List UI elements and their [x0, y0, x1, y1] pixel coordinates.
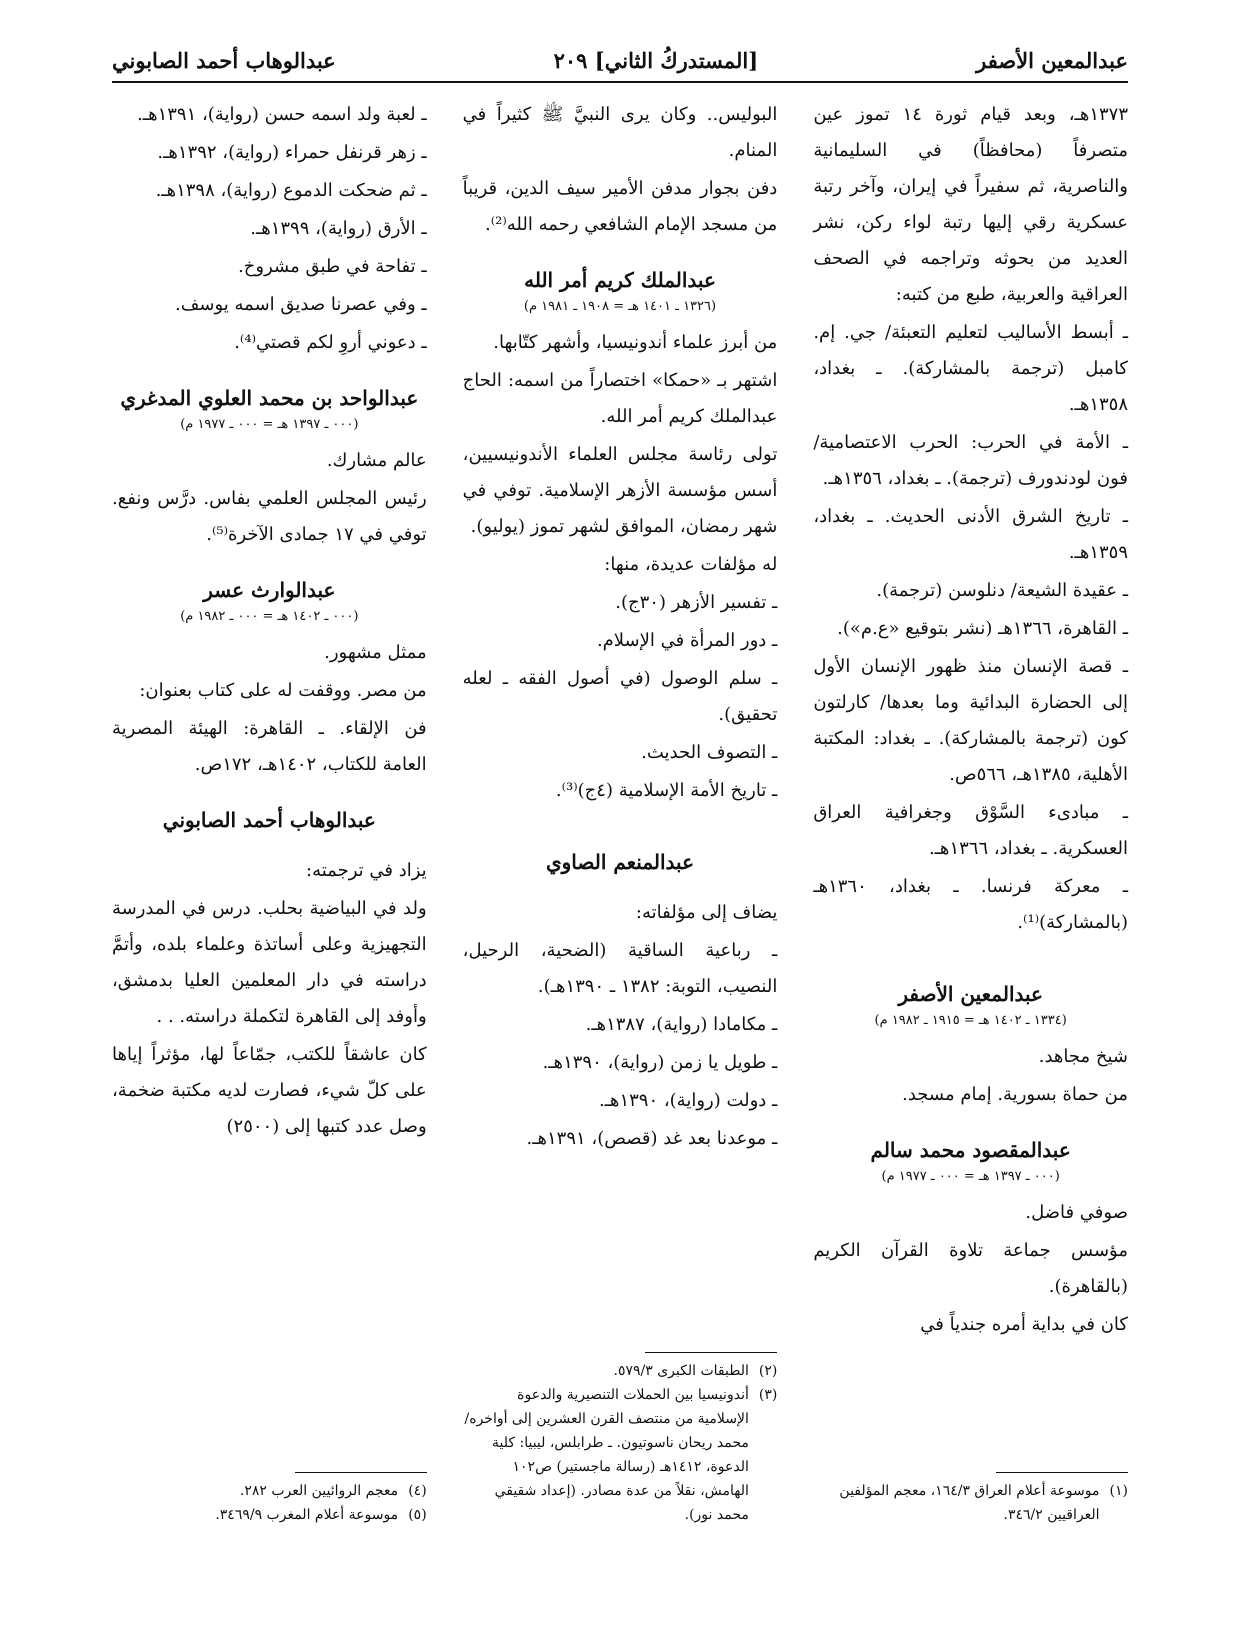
paragraph: كان عاشقاً للكتب، جمّاعاً لها، مؤثراً إياها على كلّ شيء، فصارت لديه مكتبة ضخمة، وصل عدد كتبها إلى (٢٥٠٠) — [111, 1044, 427, 1137]
book-item: ـ زهر قرنفل حمراء (رواية)، ١٣٩٢هـ. — [157, 142, 427, 163]
entry-title: عبدالمنعم الصاوي — [545, 850, 695, 874]
paragraph: من أبرز علماء أندونيسيا، وأشهر كتّابها. — [493, 332, 778, 353]
column-right — [813, 97, 1128, 1527]
running-header — [112, 48, 1128, 83]
book-item: ـ قصة الإنسان منذ ظهور الإنسان الأول إلى الحضارة البدائية وما بعدها/ كارلتون كون (ترجمة بالمشاركة). ـ بغداد: المكتبة الأهلية، ١٣٨٥هـ، ٥٦٦ص. — [813, 656, 1128, 785]
book-item: ـ دور المرأة في الإسلام. — [596, 630, 778, 651]
book-item: ـ دولت (رواية)، ١٣٩٠هـ. — [598, 1090, 778, 1111]
entry-dates: (٠٠٠ ـ ١٤٠٢ هـ = ٠٠٠ ـ ١٩٨٢ م) — [180, 609, 359, 624]
book-item: ـ دعوني أروِ لكم قصتي⁽⁴⁾. — [234, 332, 427, 353]
paragraph: من مصر. ووقفت له على كتاب بعنوان: — [139, 680, 427, 701]
book-item: ـ عقيدة الشيعة/ دنلوسن (ترجمة). — [876, 580, 1128, 601]
footnote — [463, 1383, 778, 1527]
paragraph: له مؤلفات عديدة، منها: — [604, 554, 778, 575]
column-left — [112, 97, 427, 1527]
entry-dates: (١٣٢٦ ـ ١٤٠١ هـ = ١٩٠٨ ـ ١٩٨١ م) — [523, 299, 717, 314]
book-item: ـ ثم ضحكت الدموع (رواية)، ١٣٩٨هـ. — [155, 180, 427, 201]
book-item: ـ تاريخ الشرق الأدنى الحديث. ـ بغداد، ١٣٥٩هـ. — [813, 506, 1128, 563]
book-item: ـ رباعية الساقية (الضحية، الرحيل، النصيب، التوبة: ١٣٨٢ ـ ١٣٩٠هـ). — [462, 940, 778, 997]
footnote-text: أندونيسيا بين الحملات التنصيرية والدعوة الإسلامية من منتصف القرن العشرين إلى أواخره/ محمد ريحان ناسوتيون. ـ طرابلس، ليبيا: كلية الدعوة، ١٤١٢هـ (رسالة ماجستير) ص١٠٢ الهامش، نقلاً من عدة مصادر. (إعداد شقيقي محمد نور). — [464, 1387, 749, 1523]
header-left-name: عبدالوهاب أحمد الصابوني — [112, 48, 336, 73]
paragraph: من حماة بسورية. إمام مسجد. — [902, 1084, 1128, 1105]
footnote-rule — [645, 1352, 777, 1353]
entry-title: عبدالمقصود محمد سالم — [870, 1138, 1071, 1162]
paragraph: شيخ مجاهد. — [1038, 1046, 1128, 1067]
header-page-number: [المستدركُ الثاني] ٢٠٩ — [553, 48, 759, 73]
book-item: ـ تفسير الأزهر (٣٠ج). — [615, 592, 778, 613]
footnote-text: الطبقات الكبرى ٥٧٩/٣. — [613, 1363, 749, 1379]
paragraph: فن الإلقاء. ـ القاهرة: الهيئة المصرية العامة للكتاب، ١٤٠٢هـ، ١٧٢ص. — [111, 718, 427, 775]
book-item: ـ القاهرة، ١٣٦٦هـ (نشر بتوقيع «ع.م»). — [837, 618, 1128, 639]
book-item: ـ الأرق (رواية)، ١٣٩٩هـ. — [250, 218, 427, 239]
paragraph: البوليس.. وكان يرى النبيَّ ﷺ كثيراً في المنام. — [462, 104, 778, 161]
footnote — [112, 1479, 427, 1503]
paragraph: ١٣٧٣هـ، وبعد قيام ثورة ١٤ تموز عين متصرفاً (محافظاً) في السليمانية والناصرية، ثم سفيراً في إيران، وآخر رتبة عسكرية رقي إليها رتبة لواء ركن، نشر العديد من بحوثه وتراجمه في الصحف العراقية والعربية، طبع من كتبه: — [813, 104, 1128, 305]
entry-dates: (٠٠٠ ـ ١٣٩٧ هـ = ٠٠٠ ـ ١٩٧٧ م) — [180, 417, 359, 432]
footnotes — [112, 1472, 427, 1527]
footnote-number: (١) — [1109, 1483, 1128, 1499]
book-item: ـ مكامادا (رواية)، ١٣٨٧هـ. — [585, 1014, 778, 1035]
paragraph: دفن بجوار مدفن الأمير سيف الدين، قريباً من مسجد الإمام الشافعي رحمه الله⁽²⁾. — [462, 178, 778, 235]
entry-title: عبدالملك كريم أمر الله — [524, 268, 716, 292]
paragraph: كان في بداية أمره جندياً في — [920, 1314, 1128, 1335]
paragraph: مؤسس جماعة تلاوة القرآن الكريم (بالقاهرة). — [813, 1240, 1128, 1297]
footnote-number: (٣) — [758, 1387, 778, 1403]
footnote — [463, 1359, 778, 1383]
footnote-rule — [295, 1472, 427, 1473]
footnote-number: (٢) — [758, 1363, 778, 1379]
paragraph: ممثل مشهور. — [324, 642, 427, 663]
entry-dates: (٠٠٠ ـ ١٣٩٧ هـ = ٠٠٠ ـ ١٩٧٧ م) — [881, 1169, 1060, 1184]
footnote-text: موسوعة أعلام المغرب ٣٤٦٩/٩. — [215, 1507, 399, 1523]
book-item: ـ تاريخ الأمة الإسلامية (٤ج)⁽³⁾. — [555, 780, 778, 801]
footnote — [112, 1503, 427, 1527]
header-right-name: عبدالمعين الأصفر — [976, 48, 1128, 73]
footnote-text: معجم الروائيين العرب ٢٨٢. — [239, 1483, 399, 1499]
book-item: ـ تفاحة في طبق مشروخ. — [238, 256, 427, 277]
entry-title: عبدالمعين الأصفر — [898, 982, 1043, 1006]
book-item: ـ مبادىء السَّوْق وجغرافية العراق العسكرية. ـ بغداد، ١٣٦٦هـ. — [813, 802, 1128, 859]
book-item: ـ سلم الوصول (في أصول الفقه ـ لعله تحقيق). — [462, 668, 778, 725]
column-middle — [463, 97, 778, 1527]
book-item: ـ معركة فرنسا. ـ بغداد، ١٣٦٠هـ (بالمشاركة)⁽¹⁾. — [813, 876, 1128, 933]
footnote-rule — [996, 1472, 1128, 1473]
footnote-number: (٥) — [408, 1507, 427, 1523]
entry-title: عبدالواحد بن محمد العلوي المدغري — [120, 386, 419, 410]
entry-title: عبدالوهاب أحمد الصابوني — [162, 808, 376, 832]
paragraph: تولى رئاسة مجلس العلماء الأندونيسيين، أسس مؤسسة الأزهر الإسلامية. توفي في شهر رمضان، الموافق لشهر تموز (يوليو). — [462, 444, 778, 537]
paragraph: صوفي فاضل. — [1025, 1202, 1128, 1223]
footnote-text: موسوعة أعلام العراق ١٦٤/٣، معجم المؤلفين العراقيين ٣٤٦/٢. — [839, 1483, 1100, 1523]
footnotes — [813, 1472, 1128, 1527]
text-columns — [112, 97, 1128, 1527]
entry-title: عبدالوارث عسر — [203, 578, 336, 602]
entry-dates: (١٣٣٤ ـ ١٤٠٢ هـ = ١٩١٥ ـ ١٩٨٢ م) — [874, 1013, 1067, 1028]
book-item: ـ وفي عصرنا صديق اسمه يوسف. — [175, 294, 427, 315]
book-item: ـ لعبة ولد اسمه حسن (رواية)، ١٣٩١هـ. — [137, 104, 427, 125]
footnote-number: (٤) — [408, 1483, 427, 1499]
book-item: ـ طويل يا زمن (رواية)، ١٣٩٠هـ. — [542, 1052, 778, 1073]
book-item: ـ الأمة في الحرب: الحرب الاعتصامية/ فون لودندورف (ترجمة). ـ بغداد، ١٣٥٦هـ. — [813, 432, 1128, 489]
book-item: ـ أبسط الأساليب لتعليم التعبئة/ جي. إم. كامبل (ترجمة بالمشاركة). ـ بغداد، ١٣٥٨هـ. — [813, 322, 1128, 415]
footnote — [813, 1479, 1128, 1527]
paragraph: ولد في البياضية بحلب. درس في المدرسة التجهيزية وعلى أساتذة وعلماء بلده، وأتمَّ دراسته في دار المعلمين العليا بدمشق، وأوفد إلى القاهرة لتكملة دراسته. . . — [111, 898, 427, 1027]
paragraph: عالم مشارك. — [326, 450, 427, 471]
paragraph: يزاد في ترجمته: — [306, 860, 427, 881]
book-item: ـ موعدنا بعد غد (قصص)، ١٣٩١هـ. — [526, 1128, 778, 1149]
book-item: ـ التصوف الحديث. — [641, 742, 778, 763]
footnotes — [463, 1352, 778, 1527]
paragraph: يضاف إلى مؤلفاته: — [635, 902, 778, 923]
paragraph: اشتهر بـ «حمكا» اختصاراً من اسمه: الحاج عبدالملك كريم أمر الله. — [462, 370, 778, 427]
paragraph: رئيس المجلس العلمي بفاس. درَّس ونفع. توفي في ١٧ جمادى الآخرة⁽⁵⁾. — [111, 488, 427, 545]
